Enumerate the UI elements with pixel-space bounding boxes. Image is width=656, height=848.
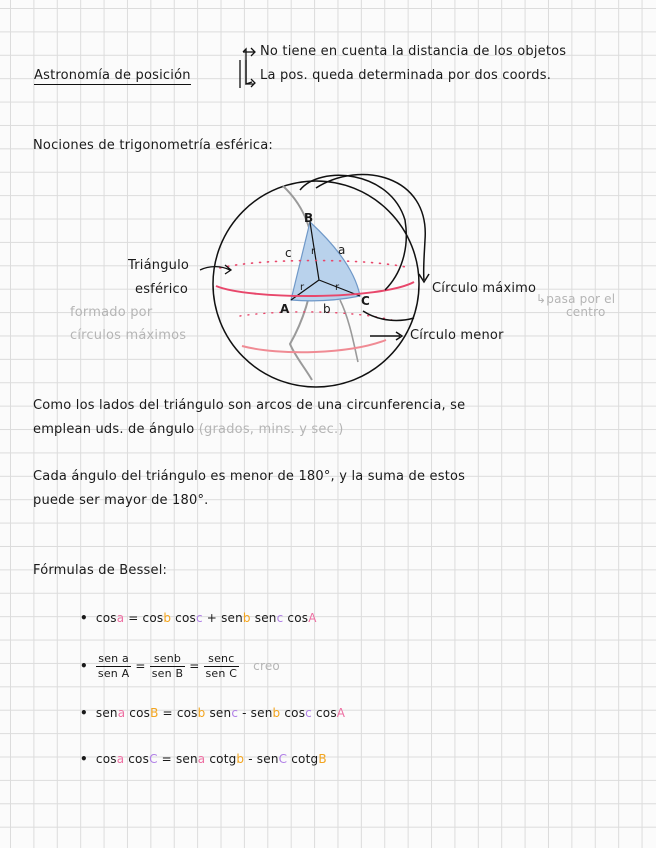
radius-label-1: r [311,246,316,257]
vertex-a: A [280,302,290,316]
side-a: a [338,243,346,257]
para1-line1: Como los lados del triángulo son arcos de una circunferencia, se [33,398,466,413]
radius-label-3: r [335,282,340,293]
section-title-trig: Nociones de trigonometría esférica: [33,138,273,153]
label-triangle-1: Triángulo [128,258,190,273]
bessel-title: Fórmulas de Bessel: [33,563,168,578]
para2-line1: Cada ángulo del triángulo es menor de 180°, y la suma de estos [33,469,466,484]
side-b: b [323,302,331,316]
side-c: c [285,246,292,260]
label-great-circle: Círculo máximo [432,281,537,296]
vertex-c: C [361,294,371,308]
label-small-circle: Círculo menor [410,328,504,343]
para1-line2 [33,422,344,437]
note-formed-2: círculos máximos [70,328,187,343]
note-center-1: ↳pasa por el [536,292,616,306]
formula-4: • cosa cosC = sena cotgb - senC cotgB [80,752,327,766]
header-note-2: La pos. queda determinada por dos coords. [260,68,552,83]
page-title: Astronomía de posición [34,68,191,83]
note-center-2: centro [566,305,606,319]
formula-2: • $\frac{\text{sen a}}{\text{sen A}}$ = $\frac{\text{senb}}{\text{sen B}}$ = $\frac{\text{senc}}{\text{sen C}}$ creo [80,652,280,680]
para2-line2: puede ser mayor de 180°. [33,493,209,508]
para1-line2-main: emplean uds. de ángulo [33,422,195,437]
radius-label-2: r [300,282,305,293]
header-note-1: No tiene en cuenta la distancia de los objetos [260,44,567,59]
formula-1: • cosa = cosb cosc + senb senc cosA [80,611,317,625]
note-formed-1: formado por [70,305,153,320]
small-circle [242,340,386,352]
vertex-b: B [304,211,314,225]
label-triangle-2: esférico [135,282,189,297]
formula-3: • sena cosB = cosb senc - senb cosc cosA [80,706,346,720]
para1-line2-note: (grados, mins. y sec.) [198,422,344,437]
formula-2-note: creo [253,659,280,673]
